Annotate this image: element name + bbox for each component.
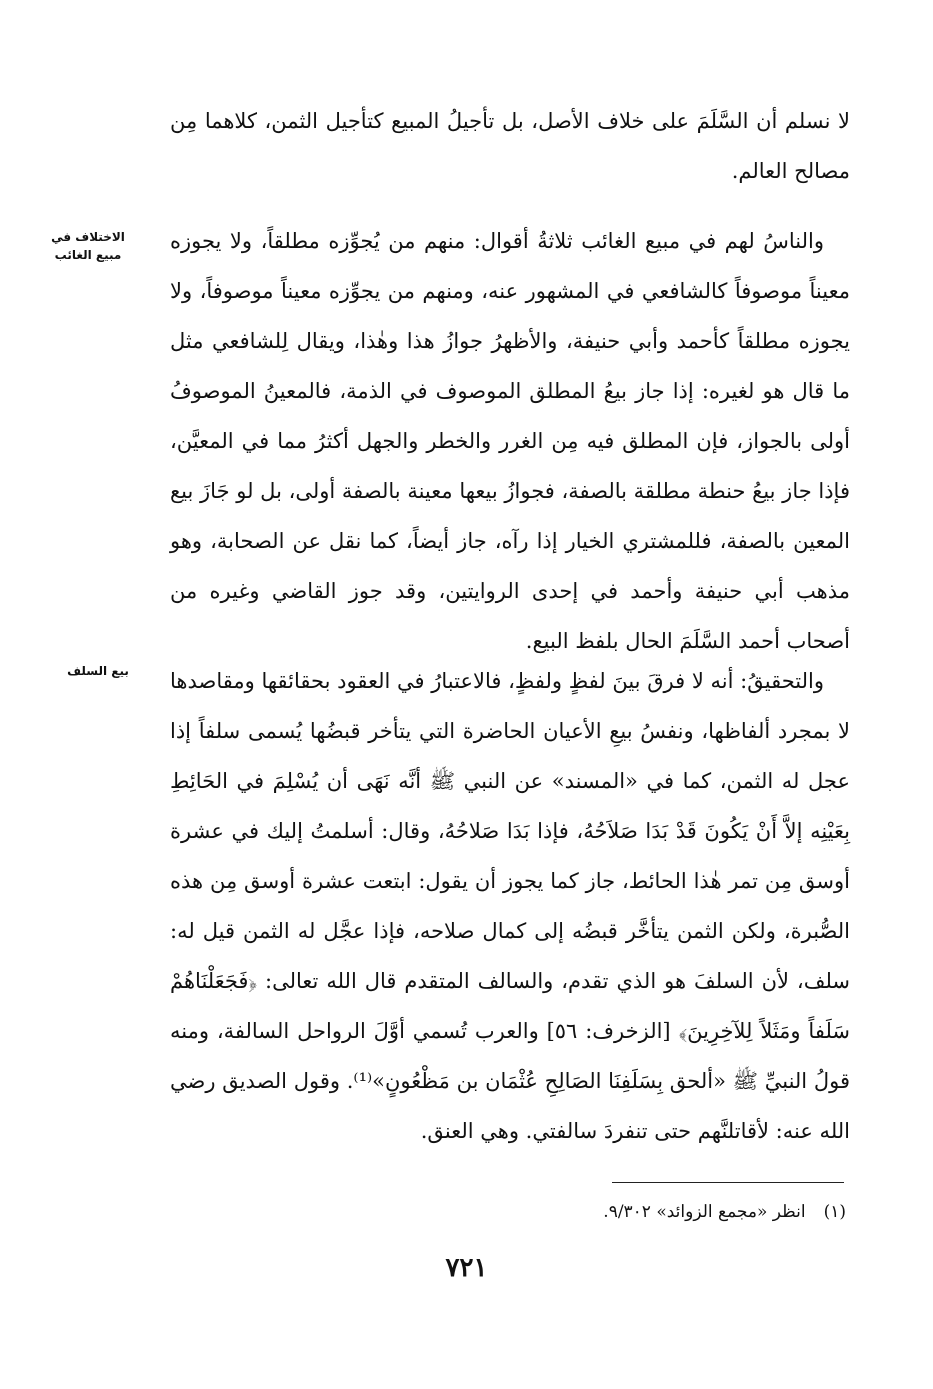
paragraph-continuation [170,96,850,196]
paragraph-verification [170,656,850,1156]
paragraph-absent-sale [170,216,850,666]
paragraph-text: لا نسلم أن السَّلَمَ على خلاف الأصل، بل تأجيلُ المبيع كتأجيل الثمن، كلاهما مِن مصالح العالم. [170,109,850,183]
margin-note-salaf-sale: بيع السلف [67,664,129,678]
footnote-text: انظر «مجمع الزوائد» ٩/٣٠٢. [603,1202,806,1222]
page-number: ٧٢١ [445,1253,488,1283]
footnote [380,1198,846,1226]
paragraph-text: والناسُ لهم في مبيع الغائب ثلاثةُ أقوال: منهم من يُجوِّزه مطلقاً، ولا يجوزه معيناً موصوفاً كالشافعي في المشهور عنه، ومنهم من يجوِّزه معيناً موصوفاً، ولا يجوزه مطلقاً كأحمد وأبي حنيفة، والأظهرُ جوازُ هذا وهٰذا، ويقال لِلشافعي مثل ما قال هو لغيره: إذا جاز بيعُ المطلق الموصوف في الذمة، فالمعينُ الموصوفُ أولى بالجواز، فإن المطلق فيه مِن الغرر والخطر والجهل أكثرُ مما في المعيَّن، فإذا جاز بيعُ حنطة مطلقة بالصفة، فجوازُ بيعها معينة بالصفة أولى، بل لو جَازَ بيع المعين بالصفة، فللمشتري الخيار إذا رآه، جاز أيضاً، كما نقل عن الصحابة، وهو مذهب أبي حنيفة وأحمد في إحدى الروايتين، وقد جوز القاضي وغيره من أصحاب أحمد السَّلَمَ الحال بلفظ البيع. [170,229,850,653]
paragraph-text-wrapper [170,216,850,666]
footnote-separator [612,1182,844,1183]
paragraph-text-wrapper [170,656,850,1156]
footnote-number: (١) [823,1202,846,1222]
margin-note-absent-sale: الاختلاف في مبيع الغائب [51,230,125,262]
paragraph-text: والتحقيقُ: أنه لا فرقَ بينَ لفظٍ ولفظٍ، فالاعتبارُ في العقود بحقائقها ومقاصدها لا بمجرد ألفاظها، ونفسُ بيعِ الأعيان الحاضرة التي يتأخر قبضُها يُسمى سلفاً إذا عجل له الثمن، كما في «المسند» عن النبي ﷺ أنَّه نَهَى أن يُسْلِمَ في الحَائِطِ بِعَيْنِه إلاَّ أَنْ يَكُونَ قَدْ بَدَا صَلاَحُهُ، فإذا بَدَا صَلاحُهُ، وقال: أسلمتُ إليك في عشرة أوسق مِن تمر هٰذا الحائط، جاز كما يجوز أن يقول: ابتعت عشرة أوسق مِن هذه الصُّبرة، ولكن الثمن يتأخَّر قبضُه إلى كمال صلاحه، فإذا عجَّل له الثمن قيل له: سلف، لأن السلفَ هو الذي تقدم، والسالف المتقدم قال الله تعالى: ﴿فَجَعَلْنَاهُمْ سَلَفاً ومَثَلاً لِلآخِرِينَ﴾ [الزخرف: ٥٦] والعرب تُسمي أوَّلَ الرواحل السالفة، ومنه قولُ النبيِّ ﷺ «ألحق بِسَلَفِنَا الصَالِحِ عُثْمَان بن مَظْعُونٍ»⁽¹⁾. وقول الصديق رضي الله عنه: لأقاتلنَّهم حتى تنفردَ سالفتي. وهي العنق. [170,669,851,1143]
